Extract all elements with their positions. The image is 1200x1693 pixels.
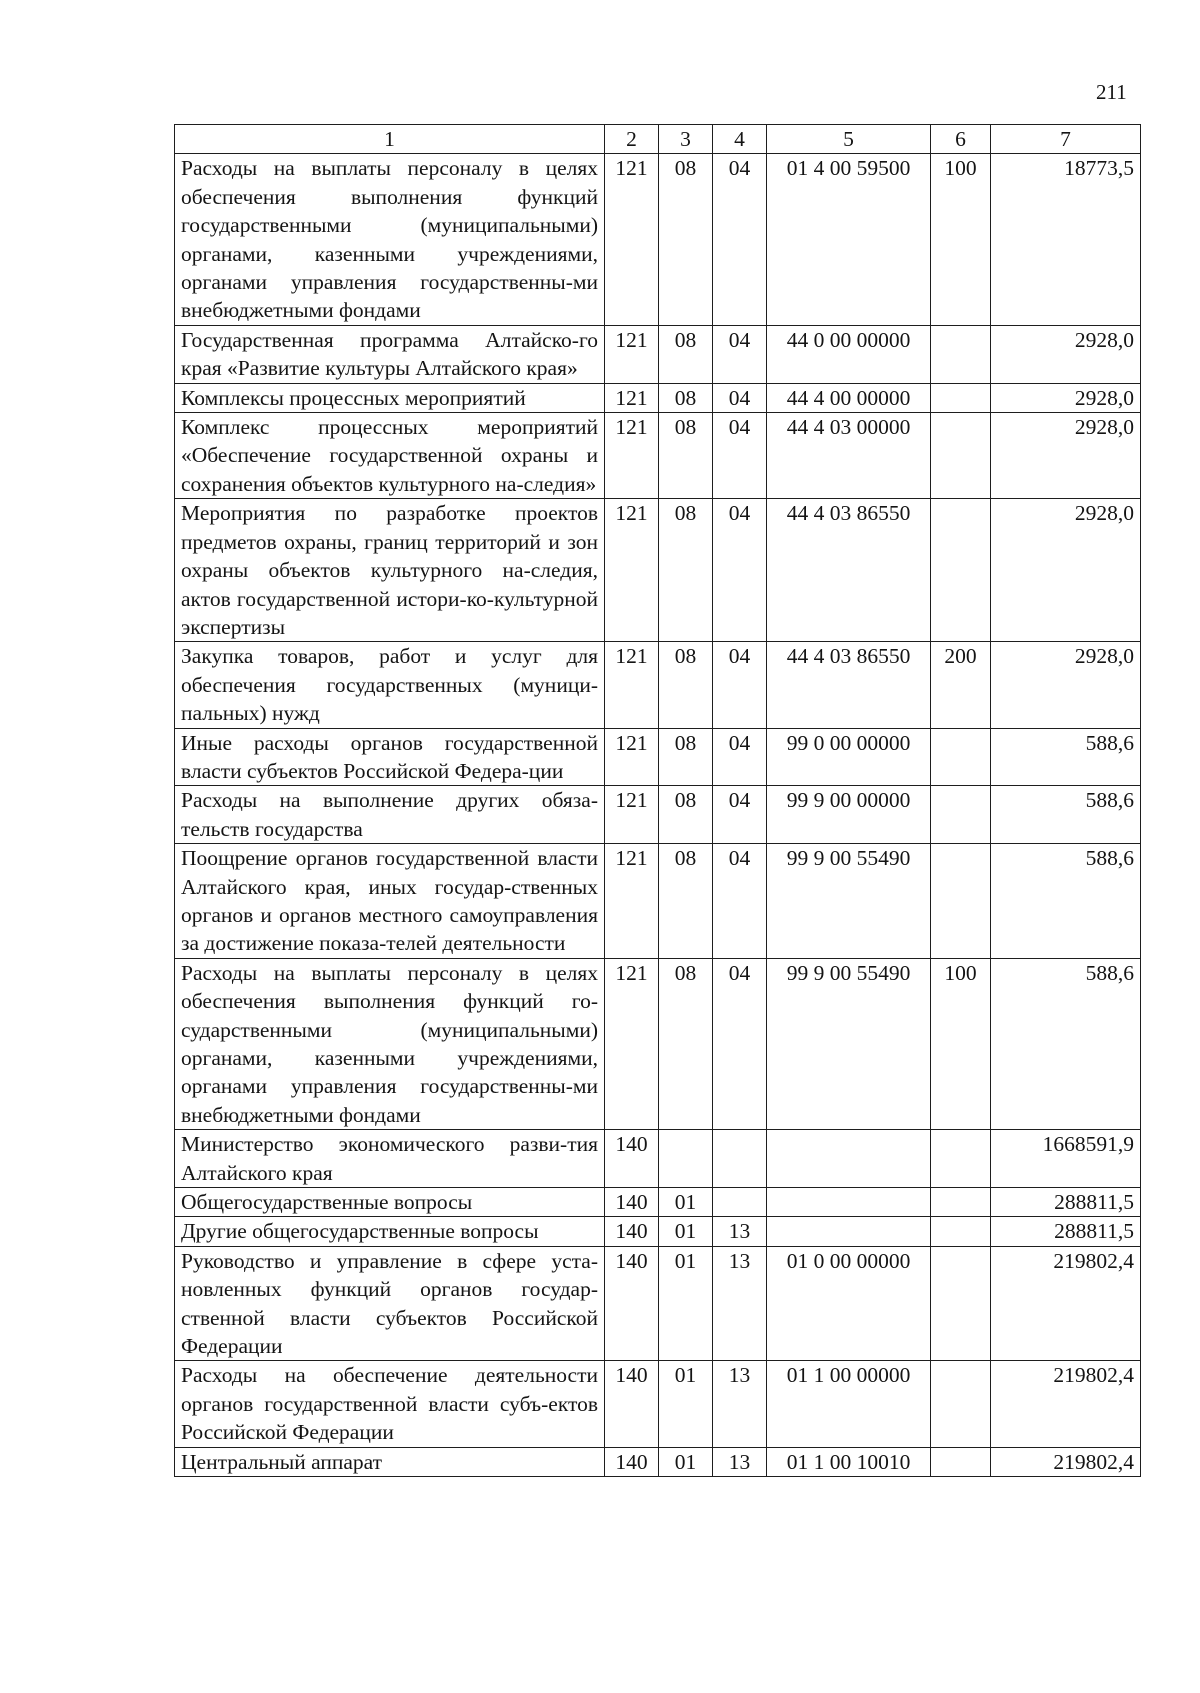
- name-cell: Расходы на выполнение других обяза-тельств государства: [175, 786, 605, 844]
- target-item-cell: [767, 1217, 931, 1246]
- table-row: [175, 1217, 1141, 1246]
- subsection-code-cell: 04: [713, 728, 767, 786]
- section-code-cell: 08: [659, 154, 713, 325]
- department-code-cell: 121: [605, 642, 659, 728]
- target-item-cell: 44 0 00 00000: [767, 325, 931, 383]
- section-code-cell: 01: [659, 1447, 713, 1476]
- expense-type-cell: [931, 413, 991, 499]
- header-cell: 1: [175, 125, 605, 154]
- section-code-cell: 01: [659, 1246, 713, 1361]
- department-code-cell: 121: [605, 958, 659, 1129]
- subsection-code-cell: [713, 1188, 767, 1217]
- name-cell: Расходы на обеспечение деятельности органов государственной власти субъ-ектов Российской Федерации: [175, 1361, 605, 1447]
- expense-type-cell: 100: [931, 154, 991, 325]
- subsection-code-cell: 04: [713, 383, 767, 412]
- header-cell: 2: [605, 125, 659, 154]
- target-item-cell: [767, 1130, 931, 1188]
- expense-type-cell: [931, 1447, 991, 1476]
- target-item-cell: 01 4 00 59500: [767, 154, 931, 325]
- table-row: [175, 1130, 1141, 1188]
- header-cell: 4: [713, 125, 767, 154]
- table-row: [175, 844, 1141, 959]
- name-cell: Мероприятия по разработке проектов предметов охраны, границ территорий и зон охраны объектов культурного на-следия, актов государственной истори-ко-культурной экспертизы: [175, 499, 605, 642]
- subsection-code-cell: 04: [713, 325, 767, 383]
- name-cell: Расходы на выплаты персоналу в целях обеспечения выполнения функций го-сударственными (муниципальными) органами, казенными учреждениями, органами управления государственны-ми внебюджетными фондами: [175, 958, 605, 1129]
- table-row: [175, 1246, 1141, 1361]
- department-code-cell: 121: [605, 383, 659, 412]
- table-row: [175, 499, 1141, 642]
- table-row: [175, 1361, 1141, 1447]
- target-item-cell: 99 9 00 55490: [767, 844, 931, 959]
- department-code-cell: 121: [605, 499, 659, 642]
- expense-type-cell: [931, 786, 991, 844]
- target-item-cell: 99 0 00 00000: [767, 728, 931, 786]
- section-code-cell: 08: [659, 786, 713, 844]
- header-cell: 7: [991, 125, 1141, 154]
- name-cell: Комплексы процессных мероприятий: [175, 383, 605, 412]
- subsection-code-cell: 04: [713, 844, 767, 959]
- expense-type-cell: [931, 1217, 991, 1246]
- amount-cell: 219802,4: [991, 1447, 1141, 1476]
- subsection-code-cell: 04: [713, 642, 767, 728]
- amount-cell: 18773,5: [991, 154, 1141, 325]
- name-cell: Министерство экономического разви-тия Алтайского края: [175, 1130, 605, 1188]
- amount-cell: 588,6: [991, 786, 1141, 844]
- name-cell: Поощрение органов государственной власти Алтайского края, иных государ-ственных органов и органов местного самоуправления за достижение показа-телей деятельности: [175, 844, 605, 959]
- name-cell: Иные расходы органов государственной власти субъектов Российской Федера-ции: [175, 728, 605, 786]
- amount-cell: 2928,0: [991, 383, 1141, 412]
- expense-type-cell: [931, 844, 991, 959]
- department-code-cell: 140: [605, 1188, 659, 1217]
- target-item-cell: 01 1 00 00000: [767, 1361, 931, 1447]
- budget-table: [174, 124, 1141, 1477]
- department-code-cell: 121: [605, 154, 659, 325]
- section-code-cell: 08: [659, 413, 713, 499]
- section-code-cell: 08: [659, 728, 713, 786]
- section-code-cell: 01: [659, 1217, 713, 1246]
- amount-cell: 219802,4: [991, 1246, 1141, 1361]
- header-cell: 5: [767, 125, 931, 154]
- department-code-cell: 121: [605, 413, 659, 499]
- expense-type-cell: [931, 325, 991, 383]
- section-code-cell: 01: [659, 1188, 713, 1217]
- table-row: [175, 642, 1141, 728]
- table-body: [175, 154, 1141, 1477]
- subsection-code-cell: 04: [713, 786, 767, 844]
- name-cell: Руководство и управление в сфере уста-новленных функций органов государ-ственной власти субъектов Российской Федерации: [175, 1246, 605, 1361]
- department-code-cell: 140: [605, 1447, 659, 1476]
- section-code-cell: 08: [659, 383, 713, 412]
- name-cell: Центральный аппарат: [175, 1447, 605, 1476]
- subsection-code-cell: 04: [713, 154, 767, 325]
- name-cell: Государственная программа Алтайско-го края «Развитие культуры Алтайского края»: [175, 325, 605, 383]
- department-code-cell: 121: [605, 728, 659, 786]
- table-row: [175, 154, 1141, 325]
- header-cell: 6: [931, 125, 991, 154]
- expense-type-cell: 100: [931, 958, 991, 1129]
- table-row: [175, 413, 1141, 499]
- amount-cell: 588,6: [991, 844, 1141, 959]
- expense-type-cell: [931, 1188, 991, 1217]
- expense-type-cell: [931, 499, 991, 642]
- section-code-cell: [659, 1130, 713, 1188]
- name-cell: Общегосударственные вопросы: [175, 1188, 605, 1217]
- page-number: 211: [1096, 80, 1127, 104]
- department-code-cell: 121: [605, 325, 659, 383]
- subsection-code-cell: 13: [713, 1246, 767, 1361]
- expense-type-cell: [931, 728, 991, 786]
- table-row: [175, 1188, 1141, 1217]
- department-code-cell: 121: [605, 844, 659, 959]
- section-code-cell: 08: [659, 958, 713, 1129]
- target-item-cell: 01 1 00 10010: [767, 1447, 931, 1476]
- table-row: [175, 1447, 1141, 1476]
- header-row: [175, 125, 1141, 154]
- department-code-cell: 140: [605, 1361, 659, 1447]
- section-code-cell: 08: [659, 642, 713, 728]
- department-code-cell: 121: [605, 786, 659, 844]
- expense-type-cell: [931, 1246, 991, 1361]
- amount-cell: 219802,4: [991, 1361, 1141, 1447]
- amount-cell: 288811,5: [991, 1188, 1141, 1217]
- subsection-code-cell: 13: [713, 1361, 767, 1447]
- amount-cell: 288811,5: [991, 1217, 1141, 1246]
- subsection-code-cell: 13: [713, 1447, 767, 1476]
- amount-cell: 2928,0: [991, 413, 1141, 499]
- amount-cell: 588,6: [991, 728, 1141, 786]
- section-code-cell: 01: [659, 1361, 713, 1447]
- amount-cell: 2928,0: [991, 642, 1141, 728]
- amount-cell: 1668591,9: [991, 1130, 1141, 1188]
- amount-cell: 2928,0: [991, 325, 1141, 383]
- expense-type-cell: 200: [931, 642, 991, 728]
- subsection-code-cell: [713, 1130, 767, 1188]
- subsection-code-cell: 13: [713, 1217, 767, 1246]
- name-cell: Расходы на выплаты персоналу в целях обеспечения выполнения функций государственными (муниципальными) органами, казенными учреждениями, органами управления государственны-ми внебюджетными фондами: [175, 154, 605, 325]
- subsection-code-cell: 04: [713, 958, 767, 1129]
- section-code-cell: 08: [659, 844, 713, 959]
- target-item-cell: 44 4 03 86550: [767, 499, 931, 642]
- department-code-cell: 140: [605, 1246, 659, 1361]
- expense-type-cell: [931, 383, 991, 412]
- expense-type-cell: [931, 1130, 991, 1188]
- table-row: [175, 786, 1141, 844]
- name-cell: Комплекс процессных мероприятий «Обеспечение государственной охраны и сохранения объектов культурного на-следия»: [175, 413, 605, 499]
- section-code-cell: 08: [659, 325, 713, 383]
- table-header: [175, 125, 1141, 154]
- department-code-cell: 140: [605, 1217, 659, 1246]
- target-item-cell: 44 4 03 86550: [767, 642, 931, 728]
- department-code-cell: 140: [605, 1130, 659, 1188]
- table-row: [175, 383, 1141, 412]
- table-row: [175, 958, 1141, 1129]
- amount-cell: 2928,0: [991, 499, 1141, 642]
- target-item-cell: 99 9 00 55490: [767, 958, 931, 1129]
- name-cell: Закупка товаров, работ и услуг для обеспечения государственных (муници-пальных) нужд: [175, 642, 605, 728]
- target-item-cell: 44 4 03 00000: [767, 413, 931, 499]
- header-cell: 3: [659, 125, 713, 154]
- target-item-cell: 99 9 00 00000: [767, 786, 931, 844]
- target-item-cell: 01 0 00 00000: [767, 1246, 931, 1361]
- table-row: [175, 728, 1141, 786]
- table-row: [175, 325, 1141, 383]
- name-cell: Другие общегосударственные вопросы: [175, 1217, 605, 1246]
- subsection-code-cell: 04: [713, 499, 767, 642]
- amount-cell: 588,6: [991, 958, 1141, 1129]
- target-item-cell: 44 4 00 00000: [767, 383, 931, 412]
- target-item-cell: [767, 1188, 931, 1217]
- section-code-cell: 08: [659, 499, 713, 642]
- subsection-code-cell: 04: [713, 413, 767, 499]
- expense-type-cell: [931, 1361, 991, 1447]
